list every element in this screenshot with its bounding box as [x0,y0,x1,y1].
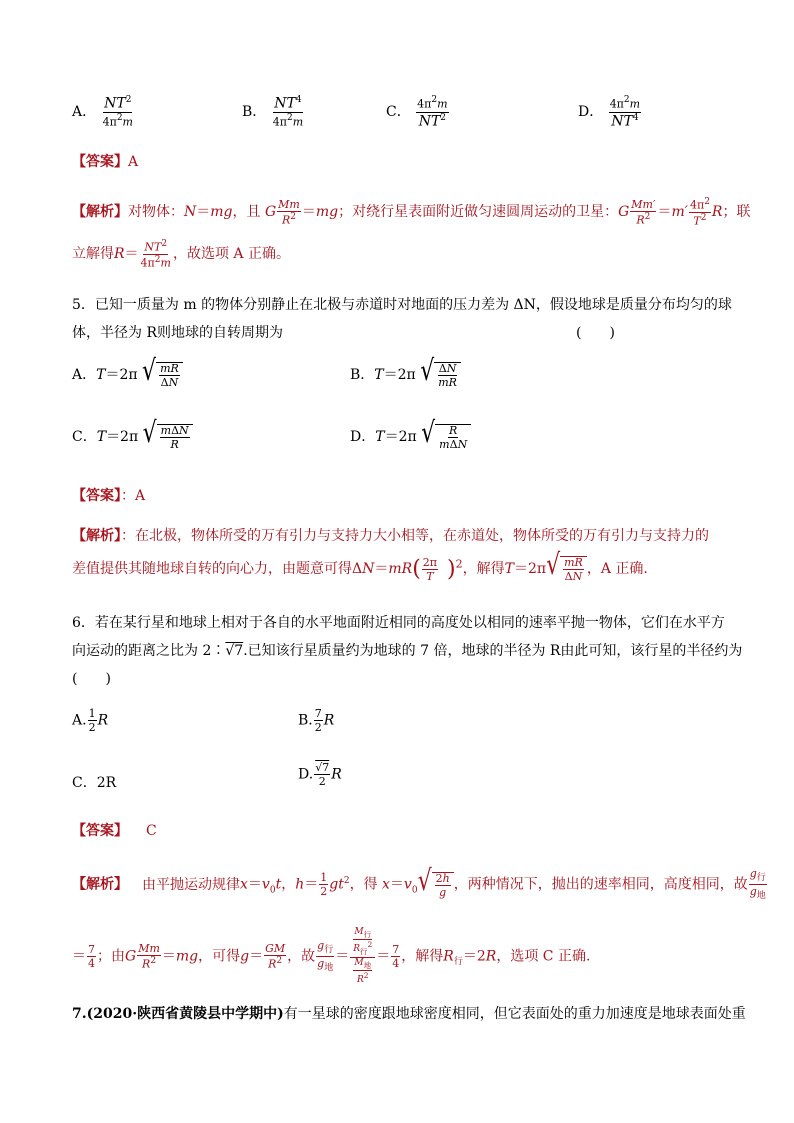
q6-option-a: A. $\frac{1}{2}$ R [72,707,109,734]
q5-analysis-line1: 【解析】：在北极，物体所受的万有引力与支持力大小相等，在赤道处，物体所受的万有引力与支持力的 [72,528,709,544]
answer-value: C [146,823,157,839]
option-label: C． [72,429,97,445]
q5-stem-line1: 5．已知一质量为 m 的物体分别静止在北极与赤道时对地面的压力差为 ΔN，假设地球是质量分布均匀的球 [72,297,732,313]
answer-label: 【答案】 [72,823,128,839]
q5-option-d: D．T＝2π √ $\frac{R}{\text{mΔN}}$ [350,424,471,450]
option-label: B． [242,104,267,121]
option-formula: $\frac{4\pi^2m}{NT^2}$ [417,95,448,130]
answer-value: A [128,154,139,170]
q5-option-c: C．T＝2π √ $\frac{\text{mΔN}}{R}$ [72,424,193,450]
q4-analysis-line2: 立解得R＝ $\frac{NT^2}{4\pi^2m}$ ，故选项 A 正确。 [72,239,290,270]
q6-option-b: B. $\frac{7}{2}$ R [298,707,335,734]
option-label: B. [298,712,313,729]
answer-label: 【答案】 [72,154,128,170]
q6-stem-line1: 6．若在某行星和地球上相对于各自的水平地面附近相同的高度处以相同的速率平抛一物体，它们在水平方 [72,615,725,631]
option-label: A． [72,367,97,383]
answer-label: 【答案】 [72,488,121,504]
analysis-label: 【解析】 [72,528,121,544]
q5-stem-line2: 体，半径为 R则地球的自转周期为 [72,325,283,341]
q6-option-d: D. $\frac{√7}{2}$ R [298,761,342,788]
q6-stem-line3: ( ) [72,671,111,687]
option-label: D． [578,104,604,121]
option-formula: $\frac{4\pi^2m}{NT^4}$ [609,95,641,130]
option-label: D. [298,766,314,783]
option-label: C． [386,104,411,121]
option-formula: $\frac{NT^4}{4\pi^2m}$ [272,95,304,129]
option-label: D． [350,429,376,445]
analysis-label: 【解析】 [72,204,128,221]
option-label: B． [350,367,375,383]
q6-answer [72,820,157,840]
q6-analysis-line2: ＝ $\frac{7}{4}$ ；由G $\frac{Mm}{R^2}$ ＝mg，可得g＝ $\frac{GM}{R^2}$ ，故 $\frac{g_行}{g_地}$ ＝ $\frac{\frac{M_行}{R_行^2}}{\frac{M_地}{R^2}}$ ＝ $\frac{7}{4}$ ，解得$R_行=2R$，选项 C 正确. [72,927,591,985]
option-label: A． [72,104,97,121]
answer-value: ：A [121,488,146,504]
analysis-label: 【解析】 [72,876,128,893]
q6-option-c [72,772,116,792]
q4-option-d [578,96,642,128]
option-label: A. [72,712,87,729]
q4-analysis-line1: 【解析】对物体：N＝mg，且 G $\frac{Mm}{R^2}$ ＝mg；对绕行星表面附近做匀速圆周运动的卫星：G $\frac{Mm'}{R^2}$ ＝m′ $\frac{4\pi^2}{T^2}$ R；联 [72,197,751,228]
q7-stem: 7.(2020·陕西省黄陵县中学期中)有一星球的密度跟地球密度相同，但它表面处的重力加速度是地球表面处重 [72,1006,746,1022]
q5-answer [72,485,145,505]
q4-option-a [72,96,135,128]
q4-option-b [242,96,305,128]
q7-source: 7.(2020·陕西省黄陵县中学期中) [72,1006,284,1022]
q5-option-a: A．T＝2π √ $\frac{mR}{\Delta N}$ [72,362,183,388]
formula-gravity: $\frac{Mm}{R^2}$ [278,197,300,227]
q4-answer [72,151,138,171]
q5-option-b: B．T＝2π √ $\frac{\Delta N}{mR}$ [350,362,461,388]
q4-option-c [386,96,450,128]
q6-stem-line2: 向运动的距离之比为 2∶√7.已知该行星质量约为地球的 7 倍，地球的半径为 R由此可知，该行星的半径约为 [72,643,743,659]
q5-analysis-line2: 差值提供其随地球自转的向心力，由题意可得ΔN＝mR( $\frac{2\pi}{T}$ )$^2$，解得T＝2π √ $\frac{mR}{\Delta N}$ ，A 正确. [72,549,648,583]
q6-analysis-line1: 【解析】 由平抛运动规律$x=v_0t$，h＝ $\frac{1}{2}$ $gt^2$，得 $x=v_0$ √ $\frac{2h}{g}$ ，两种情况下，抛出的速率相同，高度相同，故 $\frac{g_行}{g_地}$ [72,865,766,902]
option-label: C．2R [72,775,117,791]
option-formula: $\frac{NT^2}{4\pi^2m}$ [102,95,133,129]
q5-answer-paren: ( ) [576,325,615,341]
